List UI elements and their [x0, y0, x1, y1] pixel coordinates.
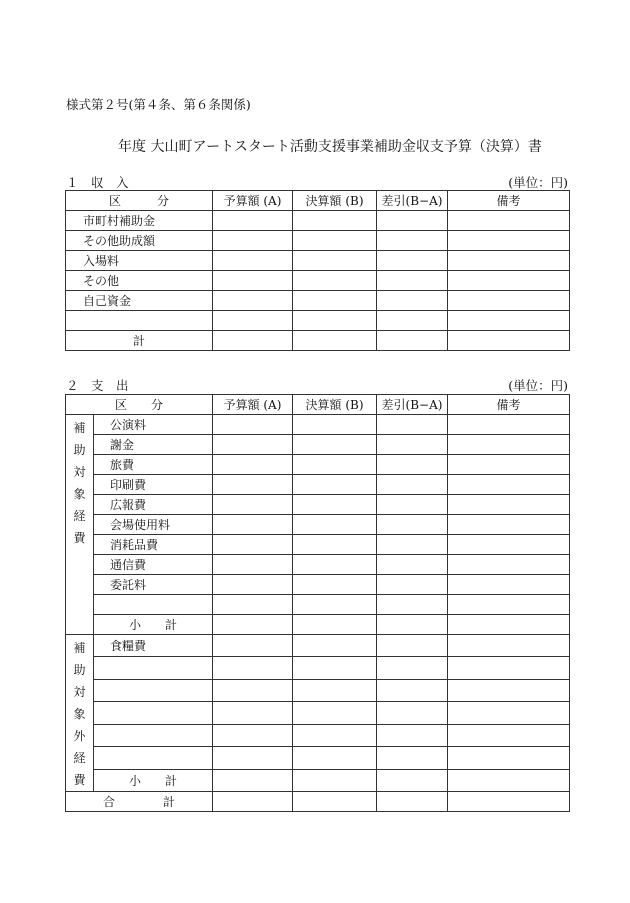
- difference-cell[interactable]: [377, 231, 448, 251]
- budget-cell[interactable]: [213, 679, 293, 701]
- remarks-cell[interactable]: [448, 211, 570, 231]
- budget-cell[interactable]: [213, 475, 293, 495]
- settled-cell[interactable]: [293, 635, 377, 657]
- subsidized-expense-row: [66, 455, 570, 475]
- difference-cell[interactable]: [377, 475, 448, 495]
- budget-cell[interactable]: [213, 331, 293, 351]
- expense-item-label: [94, 595, 213, 615]
- subsidized-expense-row: [66, 415, 570, 435]
- expense-item-label: 印刷費: [94, 475, 213, 495]
- remarks-cell[interactable]: [448, 747, 570, 769]
- expense-item-label: 公演料: [94, 415, 213, 435]
- expense-grand-total-row: [66, 792, 570, 812]
- settled-cell[interactable]: [293, 231, 377, 251]
- budget-cell[interactable]: [213, 415, 293, 435]
- remarks-cell[interactable]: [448, 555, 570, 575]
- settled-cell[interactable]: [293, 702, 377, 724]
- expense-header-row: [66, 395, 570, 415]
- settled-cell[interactable]: [293, 535, 377, 555]
- expense-item-label: [94, 679, 213, 701]
- budget-cell[interactable]: [213, 747, 293, 769]
- remarks-cell[interactable]: [448, 291, 570, 311]
- difference-cell[interactable]: [377, 575, 448, 595]
- form-number: 様式第２号(第４条、第６条関係): [66, 97, 251, 112]
- settled-cell[interactable]: [293, 595, 377, 615]
- settled-cell[interactable]: [293, 575, 377, 595]
- subsidized-expense-row: [66, 555, 570, 575]
- income-header-row: [66, 191, 570, 211]
- budget-cell[interactable]: [213, 535, 293, 555]
- budget-cell[interactable]: [213, 435, 293, 455]
- settled-cell[interactable]: [293, 455, 377, 475]
- income-row: [66, 231, 570, 251]
- expense-section-label: ２ 支 出: [66, 378, 129, 393]
- non-subsidized-expense-group-label: [66, 635, 94, 792]
- settled-cell[interactable]: [293, 211, 377, 231]
- subtotal-label: 小 計: [94, 769, 213, 791]
- difference-cell[interactable]: [377, 635, 448, 657]
- group-label-char: 外: [73, 729, 86, 743]
- settled-cell[interactable]: [293, 475, 377, 495]
- group-label-char: 費: [73, 773, 86, 787]
- header-remarks: 備考: [448, 395, 570, 415]
- budget-cell[interactable]: [213, 251, 293, 271]
- header-category: 区 分: [66, 395, 213, 415]
- header-category: 区 分: [66, 191, 213, 211]
- header-difference: 差引(B−A): [377, 395, 448, 415]
- non-subsidized-expense-row: [66, 724, 570, 746]
- income-row: [66, 211, 570, 231]
- remarks-cell[interactable]: [448, 615, 570, 635]
- difference-cell[interactable]: [377, 291, 448, 311]
- budget-cell[interactable]: [213, 724, 293, 746]
- group-label-char: 補: [73, 421, 86, 435]
- expense-table: [65, 394, 570, 812]
- expense-unit-label: (単位：円): [508, 378, 568, 393]
- settled-cell[interactable]: [293, 679, 377, 701]
- difference-cell[interactable]: [377, 211, 448, 231]
- non-subsidized-expense-row: [66, 635, 570, 657]
- remarks-cell[interactable]: [448, 455, 570, 475]
- header-settled: 決算額 (B): [293, 191, 377, 211]
- income-item-label: [66, 311, 213, 331]
- budget-cell[interactable]: [213, 231, 293, 251]
- income-item-label: 入場料: [66, 251, 213, 271]
- income-row: [66, 251, 570, 271]
- settled-cell[interactable]: [293, 724, 377, 746]
- remarks-cell[interactable]: [448, 415, 570, 435]
- settled-cell[interactable]: [293, 555, 377, 575]
- settled-cell[interactable]: [293, 331, 377, 351]
- budget-cell[interactable]: [213, 495, 293, 515]
- difference-cell[interactable]: [377, 792, 448, 812]
- expense-item-label: 消耗品費: [94, 535, 213, 555]
- budget-cell[interactable]: [213, 575, 293, 595]
- grand-total-label: 合 計: [66, 792, 213, 812]
- income-row: [66, 291, 570, 311]
- budget-cell[interactable]: [213, 792, 293, 812]
- settled-cell[interactable]: [293, 251, 377, 271]
- expense-item-label: 委託料: [94, 575, 213, 595]
- settled-cell[interactable]: [293, 615, 377, 635]
- settled-cell[interactable]: [293, 435, 377, 455]
- remarks-cell[interactable]: [448, 495, 570, 515]
- remarks-cell[interactable]: [448, 575, 570, 595]
- settled-cell[interactable]: [293, 515, 377, 535]
- expense-section-heading: [66, 376, 568, 394]
- remarks-cell[interactable]: [448, 724, 570, 746]
- difference-cell[interactable]: [377, 331, 448, 351]
- subsidized-expense-group-label: [66, 415, 94, 635]
- remarks-cell[interactable]: [448, 595, 570, 615]
- budget-cell[interactable]: [213, 615, 293, 635]
- settled-cell[interactable]: [293, 311, 377, 331]
- subtotal-label: 小 計: [94, 615, 213, 635]
- difference-cell[interactable]: [377, 455, 448, 475]
- difference-cell[interactable]: [377, 769, 448, 791]
- income-row: [66, 271, 570, 291]
- difference-cell[interactable]: [377, 271, 448, 291]
- settled-cell[interactable]: [293, 415, 377, 435]
- expense-item-label: 謝金: [94, 435, 213, 455]
- settled-cell[interactable]: [293, 657, 377, 679]
- income-unit-label: (単位：円): [508, 175, 568, 190]
- income-row: [66, 311, 570, 331]
- subsidized-expense-row: [66, 495, 570, 515]
- budget-cell[interactable]: [213, 291, 293, 311]
- remarks-cell[interactable]: [448, 769, 570, 791]
- income-total-row: [66, 331, 570, 351]
- expense-item-label: 会場使用料: [94, 515, 213, 535]
- settled-cell[interactable]: [293, 271, 377, 291]
- expense-item-label: [94, 747, 213, 769]
- settled-cell[interactable]: [293, 769, 377, 791]
- header-difference: 差引(B−A): [377, 191, 448, 211]
- group-label-char: 対: [73, 685, 86, 699]
- expense-item-label: 広報費: [94, 495, 213, 515]
- difference-cell[interactable]: [377, 747, 448, 769]
- budget-cell[interactable]: [213, 455, 293, 475]
- subsidized-expense-subtotal-row: [66, 615, 570, 635]
- difference-cell[interactable]: [377, 535, 448, 555]
- settled-cell[interactable]: [293, 792, 377, 812]
- difference-cell[interactable]: [377, 415, 448, 435]
- group-label-char: 象: [73, 487, 86, 501]
- subsidized-expense-row: [66, 435, 570, 455]
- difference-cell[interactable]: [377, 495, 448, 515]
- remarks-cell[interactable]: [448, 311, 570, 331]
- remarks-cell[interactable]: [448, 271, 570, 291]
- subsidized-expense-row: [66, 535, 570, 555]
- header-budget: 予算額 (A): [213, 191, 293, 211]
- remarks-cell[interactable]: [448, 251, 570, 271]
- header-settled: 決算額 (B): [293, 395, 377, 415]
- income-item-label: その他: [66, 271, 213, 291]
- group-label-char: 助: [73, 663, 86, 677]
- difference-cell[interactable]: [377, 595, 448, 615]
- remarks-cell[interactable]: [448, 635, 570, 657]
- income-item-label: 市町村補助金: [66, 211, 213, 231]
- difference-cell[interactable]: [377, 311, 448, 331]
- group-label-char: 経: [73, 751, 86, 765]
- settled-cell[interactable]: [293, 747, 377, 769]
- remarks-cell[interactable]: [448, 435, 570, 455]
- difference-cell[interactable]: [377, 702, 448, 724]
- expense-item-label: [94, 702, 213, 724]
- income-total-label: 計: [66, 331, 213, 351]
- expense-item-label: [94, 724, 213, 746]
- difference-cell[interactable]: [377, 615, 448, 635]
- budget-cell[interactable]: [213, 555, 293, 575]
- budget-cell[interactable]: [213, 657, 293, 679]
- remarks-cell[interactable]: [448, 475, 570, 495]
- difference-cell[interactable]: [377, 555, 448, 575]
- remarks-cell[interactable]: [448, 657, 570, 679]
- remarks-cell[interactable]: [448, 792, 570, 812]
- remarks-cell[interactable]: [448, 331, 570, 351]
- difference-cell[interactable]: [377, 724, 448, 746]
- difference-cell[interactable]: [377, 251, 448, 271]
- group-label-char: 象: [73, 707, 86, 721]
- difference-cell[interactable]: [377, 515, 448, 535]
- subsidized-expense-row: [66, 515, 570, 535]
- expense-item-label: 旅費: [94, 455, 213, 475]
- income-section-heading: [66, 173, 568, 191]
- group-label-char: 費: [73, 531, 86, 545]
- subsidized-expense-row: [66, 575, 570, 595]
- budget-cell[interactable]: [213, 515, 293, 535]
- document-title: 年度 大山町アートスタート活動支援事業補助金収支予算（決算）書: [118, 139, 542, 155]
- budget-cell[interactable]: [213, 595, 293, 615]
- difference-cell[interactable]: [377, 679, 448, 701]
- remarks-cell[interactable]: [448, 515, 570, 535]
- settled-cell[interactable]: [293, 291, 377, 311]
- income-item-label: 自己資金: [66, 291, 213, 311]
- non-subsidized-expense-row: [66, 657, 570, 679]
- budget-cell[interactable]: [213, 635, 293, 657]
- expense-item-label: [94, 657, 213, 679]
- remarks-cell[interactable]: [448, 231, 570, 251]
- non-subsidized-expense-row: [66, 747, 570, 769]
- settled-cell[interactable]: [293, 495, 377, 515]
- header-budget: 予算額 (A): [213, 395, 293, 415]
- subsidized-expense-row: [66, 595, 570, 615]
- remarks-cell[interactable]: [448, 702, 570, 724]
- non-subsidized-expense-subtotal-row: [66, 769, 570, 791]
- budget-cell[interactable]: [213, 271, 293, 291]
- non-subsidized-expense-row: [66, 679, 570, 701]
- expense-item-label: 食糧費: [94, 635, 213, 657]
- difference-cell[interactable]: [377, 657, 448, 679]
- income-section-label: １ 収 入: [66, 175, 129, 190]
- remarks-cell[interactable]: [448, 535, 570, 555]
- budget-cell[interactable]: [213, 211, 293, 231]
- expense-item-label: 通信費: [94, 555, 213, 575]
- budget-cell[interactable]: [213, 311, 293, 331]
- header-remarks: 備考: [448, 191, 570, 211]
- subsidized-expense-row: [66, 475, 570, 495]
- income-table: [65, 190, 570, 351]
- group-label-char: 対: [73, 465, 86, 479]
- difference-cell[interactable]: [377, 435, 448, 455]
- budget-cell[interactable]: [213, 702, 293, 724]
- remarks-cell[interactable]: [448, 679, 570, 701]
- income-item-label: その他助成額: [66, 231, 213, 251]
- non-subsidized-expense-row: [66, 702, 570, 724]
- budget-cell[interactable]: [213, 769, 293, 791]
- group-label-char: 経: [73, 509, 86, 523]
- group-label-char: 補: [73, 641, 86, 655]
- group-label-char: 助: [73, 443, 86, 457]
